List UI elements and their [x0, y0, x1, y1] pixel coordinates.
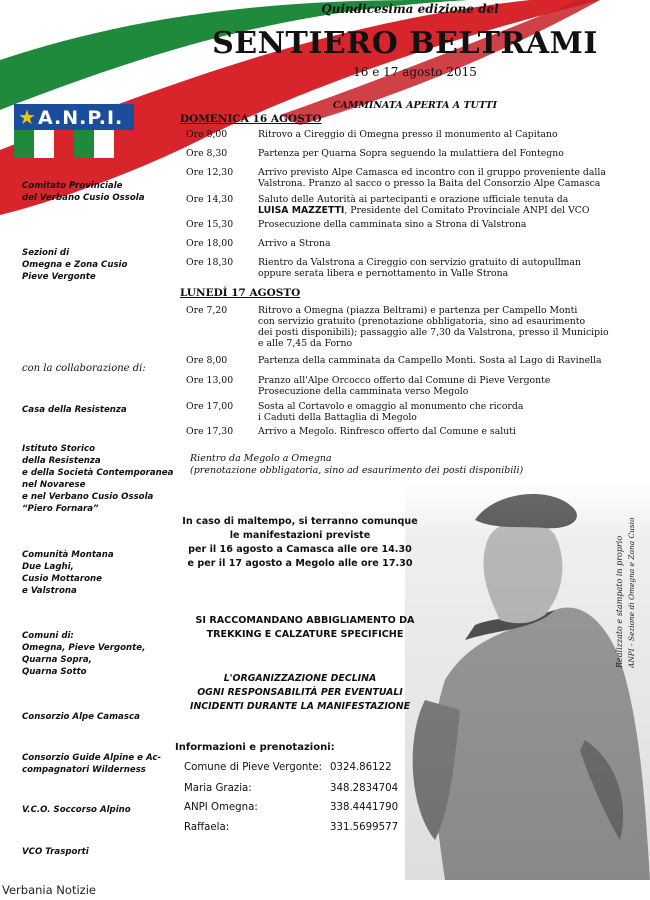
partner-item: VCO Trasporti — [22, 847, 89, 857]
sidebar-comitato: Comitato Provinciale del Verbano Cusio Ossola — [22, 181, 145, 203]
event-dates: 16 e 17 agosto 2015 — [353, 65, 477, 79]
anpi-logo-banner — [14, 104, 134, 130]
info-heading: Informazioni e prenotazioni: — [175, 742, 335, 753]
day2-heading: LUNEDÌ 17 AGOSTO — [180, 287, 301, 299]
partner-item: Consorzio Guide Alpine e Ac- compagnatori Wilderness — [22, 753, 162, 775]
partner-item: V.C.O. Soccorso Alpino — [22, 805, 131, 815]
collaboration-heading: con la collaborazione di: — [22, 363, 146, 374]
printed-by-line: Realizzato e stampato in proprio — [615, 535, 624, 668]
partner-item: Istituto Storico della Resistenza e della Società Contemporanea nel Novarese e nel Verbano Cusio Ossola “Piero Fornara” — [22, 444, 174, 514]
star-icon: ★ — [18, 105, 37, 129]
gear-notice: SI RACCOMANDANO ABBIGLIAMENTO DA TREKKING E CALZATURE SPECIFICHE — [195, 615, 415, 640]
edition-subtitle: Quindicesima edizione del — [321, 2, 499, 16]
speaker-name: LUISA MAZZETTI — [258, 205, 345, 216]
liability-notice: L'ORGANIZZAZIONE DECLINA OGNI RESPONSABILITÀ PER EVENTUALI INCIDENTI DURANTE LA MANIFESTAZIONE — [189, 673, 411, 712]
page-title: SENTIERO BELTRAMI — [212, 26, 598, 61]
weather-notice: In caso di maltempo, si terranno comunque le manifestazioni previste per il 16 agosto a Camasca alle ore 14.30 e per il 17 agosto a Megolo alle ore 17.30 — [182, 516, 418, 569]
footer-source: Verbania Notizie — [2, 883, 96, 897]
partner-item: Consorzio Alpe Camasca — [22, 712, 140, 722]
day1-heading: DOMENICA 16 AGOSTO — [180, 113, 322, 125]
sidebar-sezioni: Sezioni di Omegna e Zona Cusio Pieve Vergonte — [22, 248, 128, 282]
printed-by-line: ANPI - Sezione di Omegna e Zona Cusio — [627, 517, 636, 668]
anpi-logo-flag — [14, 130, 134, 158]
partner-item: Comuni di: Omegna, Pieve Vergonte, Quarna Sopra, Quarna Sotto — [22, 631, 146, 677]
open-to-all-label: CAMMINATA APERTA A TUTTI — [332, 100, 498, 111]
partner-item: Comunità Montana Due Laghi, Cusio Mottarone e Valstrona — [22, 550, 114, 596]
anpi-logo-text: A.N.P.I. — [37, 107, 124, 129]
anpi-logo — [14, 104, 134, 158]
partner-item: Casa della Resistenza — [22, 405, 127, 415]
return-note: Rientro da Megolo a Omegna (prenotazione obbligatoria, sino ad esaurimento dei posti disponibili) — [190, 453, 524, 476]
printed-by-note — [604, 478, 644, 668]
